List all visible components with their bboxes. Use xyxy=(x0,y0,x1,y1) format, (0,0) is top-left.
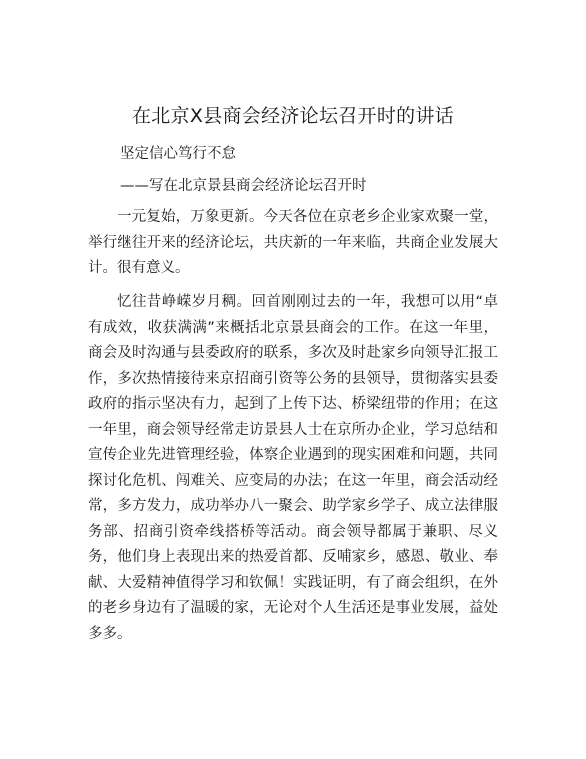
document-byline: ——写在北京景县商会经济论坛召开时 xyxy=(120,178,367,194)
paragraph-opening: 一元复始，万象更新。今天各位在京老乡企业家欢聚一堂，举行继往开来的经济论坛，共庆新的一年来临，共商企业发展大计。很有意义。 xyxy=(88,209,498,276)
paragraph-review: 忆往昔峥嵘岁月稠。回首刚刚过去的一年，我想可以用“卓有成效，收获满满”来概括北京景县商会的工作。在这一年里，商会及时沟通与县委政府的联系，多次及时赴家乡向领导汇报工作，多次热情接待来京招商引资等公务的县领导，贯彻落实县委政府的指示坚决有力，起到了上传下达、桥梁纽带的作用；在这一年里，商会领导经常走访景县人士在京所办企业，学习总结和宣传企业先进管理经验，体察企业遇到的现实困难和问题，共同探讨化危机、闯难关、应变局的办法；在这一年里，商会活动经常，多方发力，成功举办八一聚会、助学家乡学子、成立法律服务部、招商引资牵线搭桥等活动。商会领导都属于兼职、尽义务，他们身上表现出来的热爱首都、反哺家乡，感恩、敬业、奉献、大爱精神值得学习和钦佩！实践证明，有了商会组织，在外的老乡身边有了温暖的家，无论对个人生活还是事业发展，益处多多。 xyxy=(88,294,498,642)
document-title: 在北京X县商会经济论坛召开时的讲话 xyxy=(131,105,455,127)
document-subtitle: 坚定信心笃行不怠 xyxy=(120,146,236,162)
